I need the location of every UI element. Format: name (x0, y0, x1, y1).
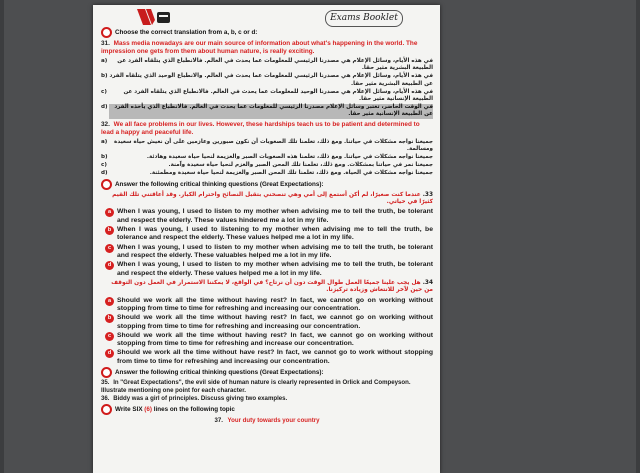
section-bullet-icon (101, 367, 112, 378)
option-32-d (101, 170, 433, 177)
viewer-right-edge (636, 0, 640, 473)
question-number: 35. (101, 379, 110, 387)
answer-34-b (101, 314, 433, 331)
question-37 (101, 417, 433, 424)
answer-33-a (101, 208, 433, 225)
question-36 (101, 395, 433, 403)
option-text: في هذه الأيام، وسائل الإعلام هي مصدرنا الرئيسي للمعلومات عما يحدث في العالم. فالانطباع الذي يتلقاه الفرد عن الطبيعة البشرية مثير حقا. (117, 58, 433, 72)
option-marker: a) (101, 138, 108, 145)
essay-topic: Your duty towards your country (227, 416, 320, 424)
section-bullet-icon (101, 179, 112, 190)
section-heading-text: Choose the correct translation from a, b, c or d: (115, 29, 258, 36)
writing-line-count: (6) (144, 405, 152, 413)
booklet-label: Exams Booklet (325, 10, 403, 27)
answer-34-d (101, 349, 433, 366)
answer-text: When I was young, I used to listen to my mother when advising me to tell the truth, be tolerant and respect the elderly. These valuables helped me a lot in my life. (117, 243, 433, 259)
question-text: هل يجب علينا جميعًا العمل طوال الوقت دون أن نرتاح؟ في الواقع، لا يمكننا الاستمرار في العمل دون التوقف من حين لآخر للانتعاش وزيادة تركيزنا. (111, 279, 433, 294)
answer-text: Should we work all the time without having rest? In fact, we cannot go on working without stopping from time to time for refreshing and increasing our concentration. (117, 314, 433, 330)
section-heading-translation (101, 27, 433, 38)
question-34-arabic (101, 280, 433, 295)
answer-marker: b (105, 226, 114, 235)
option-text: في الوقت الحاضر، تعتبر وسائل الإعلام مصدرنا الرئيسي للمعلومات عما يحدث في العالم. فالانطباع الذي يأخذه الفرد عن الطبيعة الإنسانية مثير حقا. (109, 104, 433, 118)
option-32-b (101, 154, 433, 161)
question-text: We all face problems in our lives. However, these hardships teach us to be patient and determined to lead a happy and peaceful life. (101, 120, 420, 136)
publisher-logo (137, 9, 171, 27)
question-text: عندما كنت صغيرًا، لم أكن أستمع إلى أمي وهي تنصحني بتقبل النصائح واحترام الكبار. وقد أعاقتني تلك القيم كثيرًا في حياتي. (112, 191, 433, 206)
answer-marker: c (105, 244, 114, 253)
option-32-c (101, 162, 433, 169)
section-heading-critical-thinking-1 (101, 179, 433, 190)
answer-33-d (101, 261, 433, 278)
answer-marker: a (105, 208, 114, 217)
question-31 (101, 40, 433, 56)
answer-34-a (101, 297, 433, 314)
writing-heading-post: lines on the following topic (153, 405, 235, 413)
answer-33-b (101, 226, 433, 243)
option-text: جميعنا نواجه مشكلات في حياتنا. ومع ذلك، تعلمنا هذه الصعوبات الصبر والعزيمة لنحيا حياة سعيدة وهادئة. (146, 154, 433, 161)
question-number: 33. (422, 191, 433, 198)
question-number: 32. (101, 120, 110, 128)
answer-34-c (101, 332, 433, 349)
option-31-c (101, 89, 433, 103)
option-marker: a) (101, 58, 108, 64)
question-32 (101, 121, 433, 137)
answer-text: When I was young, I used to listen to my mother when advising me to tell the truth, be tolerant and respect the elderly. These values helped me a lot in my life. (117, 261, 433, 277)
option-32-a (101, 139, 433, 153)
answer-marker: c (105, 332, 114, 341)
option-text: في هذه الأيام، وسائل الإعلام هي مصدرنا الرئيسي للمعلومات عما يحدث في العالم. والانطباع الوحيد الذي يتلقاه الفرد عن الطبيعة البشرية مثير حقا. (109, 73, 433, 87)
option-marker: d) (101, 170, 108, 177)
answer-text: Should we work all the time without having rest? In fact, we cannot go on working without stopping from time to time for refreshing and increasing our concentration. (117, 296, 433, 312)
answer-marker: d (105, 261, 114, 270)
question-35 (101, 379, 433, 394)
question-number: 37. (214, 416, 223, 424)
document-page (93, 5, 440, 473)
option-marker: c) (101, 162, 107, 169)
answer-marker: a (105, 297, 114, 306)
option-31-a (101, 58, 433, 72)
answer-marker: b (105, 314, 114, 323)
option-text: جميعنا نمر في حياتنا بمشكلات. ومع ذلك، تعلمنا تلك المحن الصبر والعزم لنحيا حياة سعيدة وآمنة. (168, 162, 433, 169)
question-33-arabic (101, 192, 433, 207)
option-31-d (101, 104, 433, 118)
answer-text: Should we work all the time without have rest? In fact, we cannot go to work without stopping from time to time for refreshing and increasing our concentration. (117, 349, 433, 365)
section-bullet-icon (101, 27, 112, 38)
answer-text: When I was young, I used to listen to my mother when advising me to tell the truth, be tolerant and respect the elderly. These values hindered me a lot in my life. (117, 208, 433, 224)
option-marker: c) (101, 88, 107, 95)
option-text: جميعنا نواجه مشكلات في حياتنا. ومع ذلك، تعلمنا تلك الصعوبات أن نكون صبورين وعازمين على أن نعيش حياة سعيدة ومسالمة. (114, 138, 433, 152)
question-text: Biddy was a girl of principles. Discuss giving two examples. (113, 395, 288, 403)
viewer-left-edge (0, 0, 4, 473)
section-heading-text: Answer the following critical thinking questions (Great Expectations): (115, 180, 324, 188)
page-content (101, 27, 433, 424)
question-text: In "Great Expectations", the evil side of human nature is clearly represented in Orlick and Compeyson. Illustrate mentioning one point for each character. (101, 379, 411, 394)
writing-heading-pre: Write SIX (115, 405, 143, 413)
option-marker: b) (101, 154, 108, 161)
option-text: جميعنا نواجه مشكلات في الحياة. ومع ذلك، تعلمنا تلك المحن الصبر والعزيمة لنحيا حياة سعيدة ومطمئنة. (149, 170, 433, 177)
section-heading-text: Answer the following critical thinking questions (Great Expectations): (115, 369, 324, 377)
option-31-b (101, 73, 433, 87)
question-number: 31. (101, 40, 110, 47)
option-marker: b) (101, 73, 108, 80)
answer-marker: d (105, 349, 114, 358)
question-number: 34. (422, 279, 433, 286)
section-heading-text (115, 406, 235, 413)
question-text: Mass media nowadays are our main source of information about what's happening in the world. The impression one gets from them about human nature, is really exciting. (101, 40, 418, 55)
option-text: في هذه الأيام، وسائل الإعلام هي مصدرنا الوحيد للمعلومات عما يحدث في العالم. فالانطباع الذي يتلقاه الفرد عن الطبيعة الإنسانية مثير حقا. (123, 88, 433, 103)
answer-33-c (101, 244, 433, 261)
answer-text: Should we work all the time without having rest? In fact, we cannot go on working without stopping from time to time for refreshing and increase our concentration. (117, 331, 433, 348)
option-marker: d) (101, 104, 108, 111)
section-heading-writing (101, 404, 433, 415)
answer-text: When I was young, I used to listening to my mother when advising me to tell the truth, be tolerance and respect the elderly. These values helped me a lot in my life. (117, 226, 433, 242)
section-heading-critical-thinking-2 (101, 367, 433, 378)
question-number: 36. (101, 395, 110, 403)
section-bullet-icon (101, 404, 112, 415)
